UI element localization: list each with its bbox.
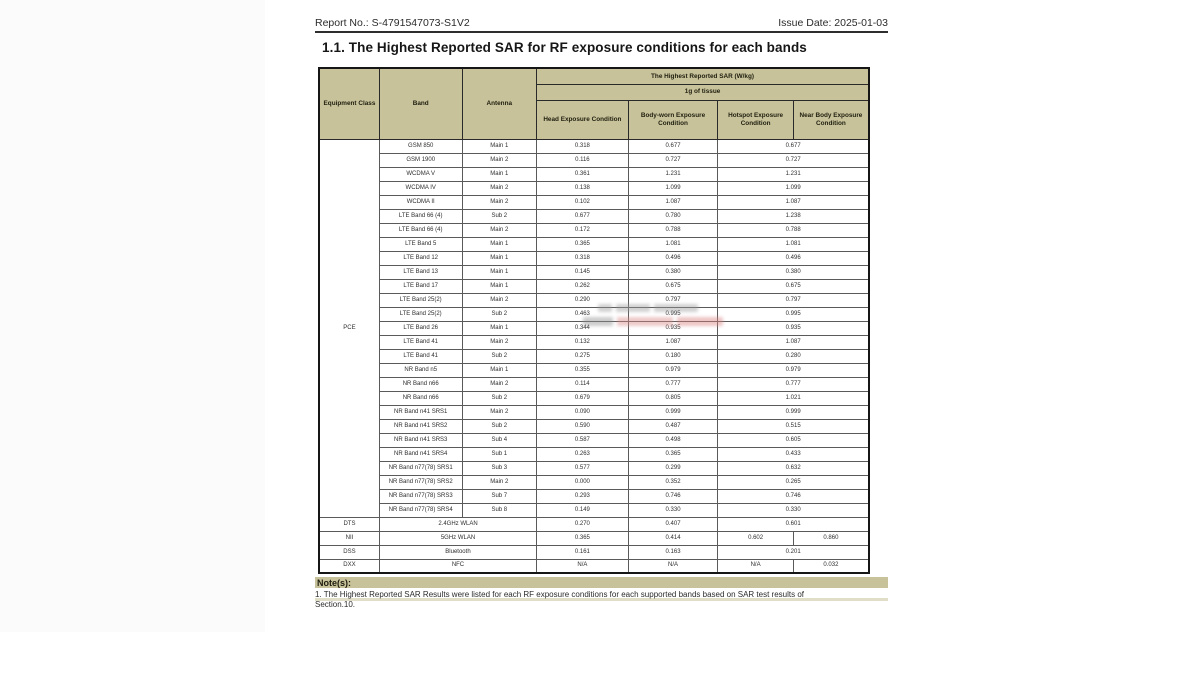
table-row (319, 461, 869, 475)
band-cell: LTE Band 66 (4) (379, 209, 462, 223)
table-row (319, 251, 869, 265)
antenna-cell: Main 1 (462, 139, 537, 153)
nearbody-sar-cell: 0.935 (718, 321, 869, 335)
band-cell: NR Band n77(78) SRS3 (379, 489, 462, 503)
section-title: 1.1. The Highest Reported SAR for RF exposure conditions for each bands (322, 40, 807, 55)
band-cell: 2.4GHz WLAN (379, 517, 536, 531)
nearbody-sar-cell: 1.087 (718, 335, 869, 349)
table-row (319, 559, 869, 573)
nearbody-sar-cell: 1.081 (718, 237, 869, 251)
head-sar-cell: 0.318 (537, 139, 629, 153)
head-sar-cell: 0.587 (537, 433, 629, 447)
bodyworn-sar-cell: 0.788 (628, 223, 718, 237)
band-cell: LTE Band 12 (379, 251, 462, 265)
table-row (319, 377, 869, 391)
head-sar-cell: 0.116 (537, 153, 629, 167)
antenna-cell: Sub 2 (462, 307, 537, 321)
antenna-cell: Sub 1 (462, 447, 537, 461)
col-header-equipment-class: Equipment Class (319, 68, 379, 139)
antenna-cell: Main 2 (462, 335, 537, 349)
issue-date: Issue Date: 2025-01-03 (778, 17, 888, 29)
band-cell: NR Band n77(78) SRS2 (379, 475, 462, 489)
antenna-cell: Main 2 (462, 223, 537, 237)
band-cell: NR Band n77(78) SRS4 (379, 503, 462, 517)
nearbody-sar-cell: 0.727 (718, 153, 869, 167)
band-cell: NR Band n66 (379, 391, 462, 405)
nearbody-sar-cell: 0.280 (718, 349, 869, 363)
note-line-2: Section.10. (315, 600, 356, 609)
table-row (319, 517, 869, 531)
band-cell: WCDMA IV (379, 181, 462, 195)
antenna-cell: Main 1 (462, 321, 537, 335)
band-cell: LTE Band 41 (379, 335, 462, 349)
bodyworn-sar-cell: 0.805 (628, 391, 718, 405)
band-cell: GSM 850 (379, 139, 462, 153)
antenna-cell: Main 2 (462, 377, 537, 391)
bodyworn-sar-cell: 0.777 (628, 377, 718, 391)
nearbody-sar-cell: 0.675 (718, 279, 869, 293)
head-sar-cell: 0.463 (537, 307, 629, 321)
head-sar-cell: 0.114 (537, 377, 629, 391)
head-sar-cell: 0.270 (537, 517, 629, 531)
nearbody-sar-cell: 0.605 (718, 433, 869, 447)
antenna-cell: Sub 2 (462, 419, 537, 433)
table-row (319, 531, 869, 545)
band-cell: NR Band n5 (379, 363, 462, 377)
band-cell: LTE Band 41 (379, 349, 462, 363)
table-row (319, 363, 869, 377)
head-sar-cell: 0.590 (537, 419, 629, 433)
antenna-cell: Main 1 (462, 251, 537, 265)
band-cell: NR Band n41 SRS4 (379, 447, 462, 461)
bodyworn-sar-cell: 0.487 (628, 419, 718, 433)
band-cell: NR Band n41 SRS3 (379, 433, 462, 447)
equipment-class-cell: PCE (319, 139, 379, 517)
nearbody-sar-cell: 0.496 (718, 251, 869, 265)
head-sar-cell: 0.172 (537, 223, 629, 237)
bodyworn-sar-cell: 0.995 (628, 307, 718, 321)
bodyworn-sar-cell: 0.979 (628, 363, 718, 377)
head-sar-cell: 0.365 (537, 531, 629, 545)
hotspot-sar-cell: N/A (718, 559, 794, 573)
nearbody-sar-cell: 1.099 (718, 181, 869, 195)
table-row (319, 447, 869, 461)
table-row (319, 419, 869, 433)
bodyworn-sar-cell: N/A (628, 559, 718, 573)
bodyworn-sar-cell: 0.675 (628, 279, 718, 293)
table-row (319, 475, 869, 489)
nearbody-sar-cell: 0.797 (718, 293, 869, 307)
notes-label: Note(s): (317, 577, 351, 588)
nearbody-sar-cell: 0.632 (718, 461, 869, 475)
table-row (319, 167, 869, 181)
equipment-class-cell: DXX (319, 559, 379, 573)
antenna-cell: Main 2 (462, 181, 537, 195)
col-header-nearbody-condition: Near Body Exposure Condition (793, 100, 869, 139)
head-sar-cell: 0.000 (537, 475, 629, 489)
table-row (319, 391, 869, 405)
band-cell: 5GHz WLAN (379, 531, 536, 545)
head-sar-cell: 0.090 (537, 405, 629, 419)
col-header-antenna: Antenna (462, 68, 537, 139)
bodyworn-sar-cell: 1.099 (628, 181, 718, 195)
header-divider (315, 31, 888, 33)
table-row (319, 139, 869, 153)
nearbody-sar-cell: 0.979 (718, 363, 869, 377)
head-sar-cell: 0.365 (537, 237, 629, 251)
antenna-cell: Sub 2 (462, 349, 537, 363)
bodyworn-sar-cell: 1.231 (628, 167, 718, 181)
head-sar-cell: 0.132 (537, 335, 629, 349)
antenna-cell: Sub 2 (462, 209, 537, 223)
table-row (319, 503, 869, 517)
table-row (319, 279, 869, 293)
nearbody-sar-cell: 1.021 (718, 391, 869, 405)
bodyworn-sar-cell: 0.797 (628, 293, 718, 307)
nearbody-sar-cell: 0.746 (718, 489, 869, 503)
table-row (319, 293, 869, 307)
nearbody-sar-cell: 0.032 (793, 559, 869, 573)
nearbody-sar-cell: 0.265 (718, 475, 869, 489)
band-cell: LTE Band 66 (4) (379, 223, 462, 237)
head-sar-cell: 0.263 (537, 447, 629, 461)
col-header-band: Band (379, 68, 462, 139)
head-sar-cell: 0.344 (537, 321, 629, 335)
band-cell: LTE Band 17 (379, 279, 462, 293)
bodyworn-sar-cell: 0.677 (628, 139, 718, 153)
head-sar-cell: 0.355 (537, 363, 629, 377)
bodyworn-sar-cell: 1.087 (628, 195, 718, 209)
bodyworn-sar-cell: 0.180 (628, 349, 718, 363)
head-sar-cell: 0.262 (537, 279, 629, 293)
nearbody-sar-cell: 0.433 (718, 447, 869, 461)
band-cell: GSM 1900 (379, 153, 462, 167)
bodyworn-sar-cell: 0.163 (628, 545, 718, 559)
antenna-cell: Main 2 (462, 195, 537, 209)
bodyworn-sar-cell: 0.407 (628, 517, 718, 531)
band-cell: WCDMA II (379, 195, 462, 209)
notes-header-bar (315, 577, 888, 588)
table-row (319, 405, 869, 419)
col-header-head-condition: Head Exposure Condition (537, 100, 629, 139)
bodyworn-sar-cell: 0.498 (628, 433, 718, 447)
bodyworn-sar-cell: 0.727 (628, 153, 718, 167)
bodyworn-sar-cell: 0.365 (628, 447, 718, 461)
antenna-cell: Main 2 (462, 293, 537, 307)
table-row (319, 237, 869, 251)
head-sar-cell: 0.318 (537, 251, 629, 265)
hotspot-sar-cell: 0.602 (718, 531, 794, 545)
report-number: Report No.: S-4791547073-S1V2 (315, 17, 470, 29)
nearbody-sar-cell: 0.330 (718, 503, 869, 517)
nearbody-sar-cell: 0.860 (793, 531, 869, 545)
nearbody-sar-cell: 0.995 (718, 307, 869, 321)
page-background (0, 0, 265, 632)
head-sar-cell: 0.275 (537, 349, 629, 363)
note-line-1: 1. The Highest Reported SAR Results were listed for each RF exposure conditions for each supported bands based on SAR test results of (315, 590, 805, 599)
table-row (319, 223, 869, 237)
table-row (319, 195, 869, 209)
band-cell: NR Band n66 (379, 377, 462, 391)
table-row (319, 489, 869, 503)
sar-table-body (319, 139, 869, 573)
nearbody-sar-cell: 0.677 (718, 139, 869, 153)
notes-text (315, 590, 888, 610)
bodyworn-sar-cell: 1.087 (628, 335, 718, 349)
antenna-cell: Main 2 (462, 405, 537, 419)
band-cell: NR Band n77(78) SRS1 (379, 461, 462, 475)
antenna-cell: Main 2 (462, 153, 537, 167)
nearbody-sar-cell: 1.087 (718, 195, 869, 209)
bodyworn-sar-cell: 0.330 (628, 503, 718, 517)
watermark (583, 317, 723, 326)
col-header-bodyworn-condition: Body-worn Exposure Condition (628, 100, 718, 139)
col-header-tissue: 1g of tissue (537, 84, 869, 100)
bodyworn-sar-cell: 0.999 (628, 405, 718, 419)
table-row (319, 335, 869, 349)
bodyworn-sar-cell: 0.380 (628, 265, 718, 279)
table-row (319, 433, 869, 447)
band-cell: LTE Band 5 (379, 237, 462, 251)
equipment-class-cell: DSS (319, 545, 379, 559)
antenna-cell: Sub 7 (462, 489, 537, 503)
head-sar-cell: 0.293 (537, 489, 629, 503)
bodyworn-sar-cell: 0.935 (628, 321, 718, 335)
antenna-cell: Sub 8 (462, 503, 537, 517)
table-row (319, 153, 869, 167)
band-cell: NFC (379, 559, 536, 573)
head-sar-cell: 0.677 (537, 209, 629, 223)
band-cell: LTE Band 25(2) (379, 293, 462, 307)
band-cell: NR Band n41 SRS2 (379, 419, 462, 433)
head-sar-cell: 0.290 (537, 293, 629, 307)
table-row (319, 181, 869, 195)
head-sar-cell: 0.577 (537, 461, 629, 475)
antenna-cell: Sub 2 (462, 391, 537, 405)
band-cell: WCDMA V (379, 167, 462, 181)
antenna-cell: Main 1 (462, 237, 537, 251)
band-cell: LTE Band 25(2) (379, 307, 462, 321)
antenna-cell: Main 2 (462, 475, 537, 489)
nearbody-sar-cell: 0.201 (718, 545, 869, 559)
table-row (319, 209, 869, 223)
antenna-cell: Sub 3 (462, 461, 537, 475)
bodyworn-sar-cell: 0.352 (628, 475, 718, 489)
table-row (319, 545, 869, 559)
bodyworn-sar-cell: 0.780 (628, 209, 718, 223)
antenna-cell: Main 1 (462, 265, 537, 279)
bodyworn-sar-cell: 0.746 (628, 489, 718, 503)
nearbody-sar-cell: 0.515 (718, 419, 869, 433)
head-sar-cell: N/A (537, 559, 629, 573)
head-sar-cell: 0.161 (537, 545, 629, 559)
nearbody-sar-cell: 0.601 (718, 517, 869, 531)
band-cell: LTE Band 13 (379, 265, 462, 279)
bodyworn-sar-cell: 0.414 (628, 531, 718, 545)
nearbody-sar-cell: 0.788 (718, 223, 869, 237)
col-header-sar-group: The Highest Reported SAR (W/kg) (537, 68, 869, 84)
band-cell: LTE Band 26 (379, 321, 462, 335)
watermark (598, 304, 698, 312)
nearbody-sar-cell: 1.231 (718, 167, 869, 181)
head-sar-cell: 0.679 (537, 391, 629, 405)
antenna-cell: Main 1 (462, 279, 537, 293)
equipment-class-cell: NII (319, 531, 379, 545)
head-sar-cell: 0.145 (537, 265, 629, 279)
head-sar-cell: 0.102 (537, 195, 629, 209)
head-sar-cell: 0.361 (537, 167, 629, 181)
equipment-class-cell: DTS (319, 517, 379, 531)
col-header-hotspot-condition: Hotspot Exposure Condition (718, 100, 794, 139)
table-row (319, 349, 869, 363)
antenna-cell: Sub 4 (462, 433, 537, 447)
table-row (319, 265, 869, 279)
bodyworn-sar-cell: 0.496 (628, 251, 718, 265)
nearbody-sar-cell: 0.999 (718, 405, 869, 419)
document-header (315, 17, 888, 29)
nearbody-sar-cell: 0.777 (718, 377, 869, 391)
band-cell: Bluetooth (379, 545, 536, 559)
head-sar-cell: 0.138 (537, 181, 629, 195)
nearbody-sar-cell: 1.238 (718, 209, 869, 223)
bodyworn-sar-cell: 1.081 (628, 237, 718, 251)
bodyworn-sar-cell: 0.299 (628, 461, 718, 475)
antenna-cell: Main 1 (462, 167, 537, 181)
antenna-cell: Main 1 (462, 363, 537, 377)
nearbody-sar-cell: 0.380 (718, 265, 869, 279)
head-sar-cell: 0.149 (537, 503, 629, 517)
band-cell: NR Band n41 SRS1 (379, 405, 462, 419)
